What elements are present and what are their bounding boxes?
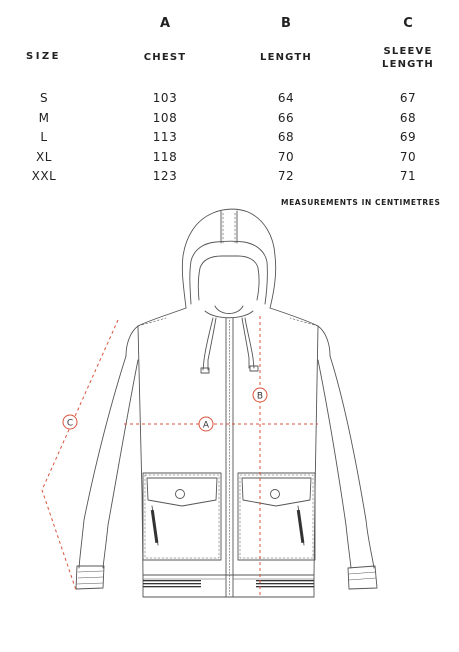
size-cell: XL: [36, 149, 52, 164]
measurement-units-note: MEASUREMENTS IN CENTIMETRES: [281, 198, 441, 207]
size-cell: M: [38, 110, 50, 125]
chest-cell: 118: [152, 149, 178, 164]
marker-c-label: C: [66, 418, 74, 429]
length-cell: 70: [277, 149, 295, 164]
column-letter-b: B: [281, 16, 291, 31]
column-letter-a: A: [159, 16, 171, 31]
sleeve-cell: 69: [399, 130, 417, 145]
jacket-outline: [76, 209, 377, 597]
hem-stripes: [143, 510, 314, 587]
length-cell: 72: [277, 169, 295, 184]
sleeve-cell: 68: [399, 110, 417, 125]
measurement-lines: [42, 316, 318, 597]
sleeve-cell: 71: [399, 169, 417, 184]
sleeve-measure-line: [42, 320, 118, 590]
size-column-header: SIZE: [26, 51, 62, 62]
sleeve-cell: 67: [399, 91, 417, 105]
length-column-header: LENGTH: [260, 52, 312, 63]
size-cell: L: [40, 130, 48, 145]
sleeve-cell: 70: [399, 149, 417, 164]
chest-cell: 123: [152, 169, 178, 184]
length-cell: 64: [277, 91, 295, 105]
size-cell: S: [39, 91, 49, 105]
marker-a-label: A: [202, 420, 210, 431]
length-cell: 68: [277, 130, 295, 145]
size-cell: XXL: [31, 169, 57, 184]
chest-column-header: CHEST: [143, 52, 187, 63]
sleeve-length-column-header: SLEEVE LENGTH: [382, 46, 434, 70]
marker-b-label: B: [256, 391, 264, 402]
length-cell: 66: [277, 110, 295, 125]
chest-cell: 108: [152, 110, 178, 125]
column-letter-c: C: [403, 16, 413, 31]
chest-cell: 103: [152, 91, 178, 105]
chest-cell: 113: [152, 130, 178, 145]
